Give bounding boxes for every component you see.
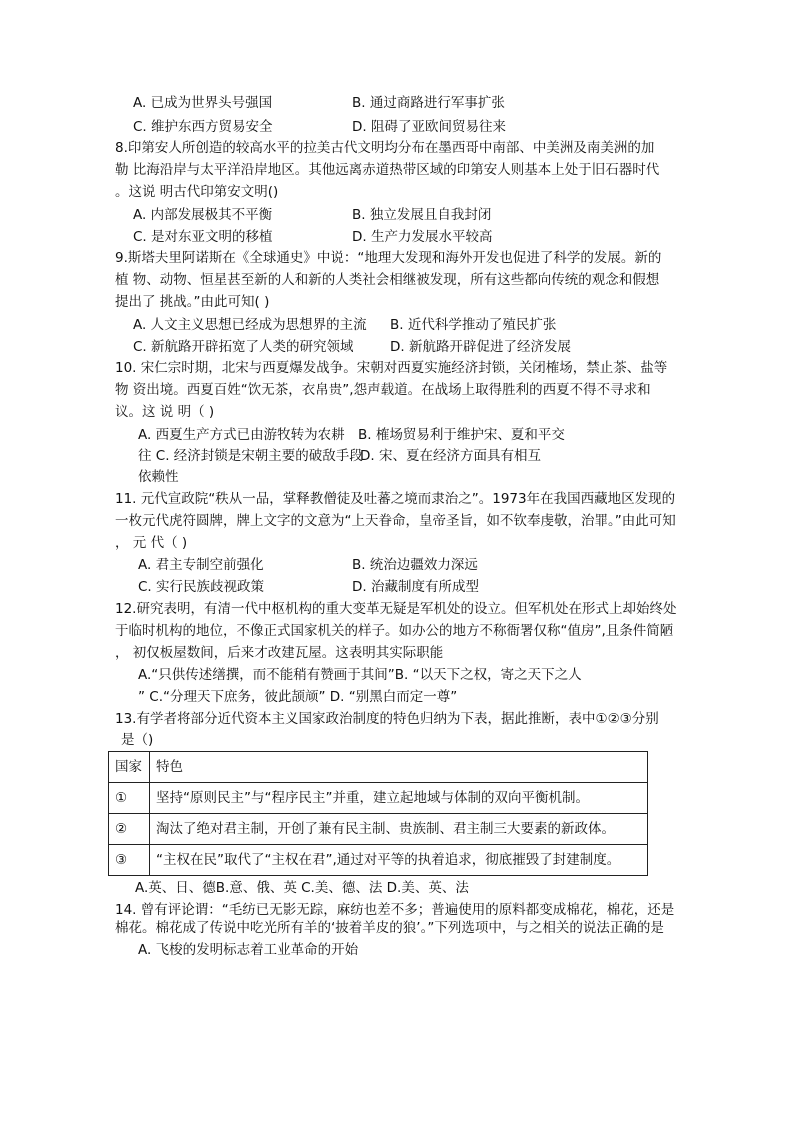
q9-option-b: B. 近代科学推动了殖民扩张 bbox=[390, 317, 557, 333]
q11-option-a: A. 君主专制空前强化 bbox=[138, 557, 264, 573]
table-row bbox=[109, 783, 648, 814]
q11-option-d: D. 治藏制度有所成型 bbox=[352, 579, 479, 595]
q11-stem-line3: ， 元 代（ ) bbox=[115, 535, 188, 551]
q8-option-a: A. 内部发展极其不平衡 bbox=[133, 207, 273, 223]
q10-option-d: D. 宋、夏在经济方面具有相互 bbox=[360, 448, 541, 464]
table-header-country: 国家 bbox=[109, 752, 150, 783]
q9-stem-line2: 植 物、动物、恒星甚至新的人和新的人类社会相继被发现，所有这些都向传统的观念和假想 bbox=[115, 272, 660, 288]
q12-stem-line3: ， 初仅板屋数间，后来才改建瓦屋。这表明其实际职能 bbox=[115, 645, 444, 661]
q12-stem-line2: 于临时机构的地位，不像正式国家机关的样子。如办公的地方不称衙署仅称“值房”,且条件简陋 bbox=[115, 623, 674, 639]
q11-stem-line1: 11. 元代宣政院“秩从一品，掌释教僧徒及吐蕃之境而隶治之”。1973年在我国西藏地区发现的 bbox=[115, 491, 676, 507]
q10-stem-line2: 物 资出境。西夏百姓“饮无茶，衣帛贵”,怨声载道。在战场上取得胜利的西夏不得不寻求和 bbox=[115, 382, 651, 398]
table-row bbox=[109, 814, 648, 845]
q10-option-a: A. 西夏生产方式已由游牧转为农耕 bbox=[138, 427, 345, 443]
q14-stem-line2: 棉花。棉花成了传说中吃光所有羊的‘披着羊皮的狼’。”下列选项中，与之相关的说法正确的是 bbox=[115, 920, 664, 936]
q10-option-d-cont: 依赖性 bbox=[138, 469, 179, 485]
q11-option-c: C. 实行民族歧视政策 bbox=[138, 579, 265, 595]
q14-option-a: A. 飞梭的发明标志着工业革命的开始 bbox=[138, 942, 359, 958]
q8-stem-line1: 8.印第安人所创造的较高水平的拉美古代文明均分布在墨西哥中南部、中美洲及南美洲的加 bbox=[115, 140, 655, 156]
q13-table bbox=[108, 751, 648, 876]
q7-option-b: B. 通过商路进行军事扩张 bbox=[352, 95, 505, 111]
table-cell-feature: “主权在民”取代了“主权在君”,通过对平等的执着追求，彻底摧毁了封建制度。 bbox=[150, 845, 648, 876]
q12-stem-line1: 12.研究表明，有清一代中枢机构的重大变革无疑是军机处的设立。但军机处在形式上却始终处 bbox=[115, 601, 677, 617]
q8-stem-line2: 勒 比海沿岸与太平洋沿岸地区。其他远离赤道热带区域的印第安人则基本上处于旧石器时代 bbox=[115, 162, 660, 178]
q10-option-c: 往 C. 经济封锁是宋朝主要的破敌手段 bbox=[138, 448, 363, 464]
q8-option-b: B. 独立发展且自我封闭 bbox=[352, 207, 492, 223]
q10-stem-line1: 10. 宋仁宗时期，北宋与西夏爆发战争。宋朝对西夏实施经济封锁，关闭榷场，禁止茶、盐等 bbox=[115, 360, 668, 376]
table-header-feature: 特色 bbox=[150, 752, 648, 783]
q7-option-a: A. 已成为世界头号强国 bbox=[133, 95, 273, 111]
q13-options: A.英、日、德B.意、俄、英 C.美、德、法 D.美、英、法 bbox=[135, 880, 469, 896]
table-cell-country: ② bbox=[109, 814, 150, 845]
q9-option-d: D. 新航路开辟促进了经济发展 bbox=[390, 339, 571, 355]
table-cell-country: ① bbox=[109, 783, 150, 814]
q9-option-a: A. 人文主义思想已经成为思想界的主流 bbox=[133, 317, 367, 333]
q13-stem-line1: 13.有学者将部分近代资本主义国家政治制度的特色归纳为下表，据此推断，表中①②③分别 bbox=[115, 711, 659, 727]
q12-options-line1: A.“只供传述缮撰，而不能稍有赞画于其间”B. “以天下之权，寄之天下之人 bbox=[138, 667, 582, 683]
q14-stem-line1: 14. 曾有评论谓：“毛纺已无影无踪，麻纺也差不多；普遍使用的原料都变成棉花，棉花，还是 bbox=[115, 902, 675, 918]
table-cell-feature: 坚持“原则民主”与“程序民主”并重，建立起地域与体制的双向平衡机制。 bbox=[150, 783, 648, 814]
q7-option-c: C. 维护东西方贸易安全 bbox=[133, 119, 273, 135]
table-row bbox=[109, 845, 648, 876]
q13-stem-line2: 是（) bbox=[121, 732, 154, 748]
table-header-row bbox=[109, 752, 648, 783]
q9-option-c: C. 新航路开辟拓宽了人类的研究领域 bbox=[133, 339, 354, 355]
q11-stem-line2: 一枚元代虎符圆牌，牌上文字的文意为“上天眷命，皇帝圣旨，如不钦奉虔敬，治罪。”由此可知 bbox=[115, 513, 676, 529]
q10-option-b: B. 榷场贸易利于维护宋、夏和平交 bbox=[358, 427, 565, 443]
q8-option-d: D. 生产力发展水平较高 bbox=[352, 229, 493, 245]
table-cell-country: ③ bbox=[109, 845, 150, 876]
table-cell-feature: 淘汰了绝对君主制，开创了兼有民主制、贵族制、君主制三大要素的新政体。 bbox=[150, 814, 648, 845]
q9-stem-line1: 9.斯塔夫里阿诺斯在《全球通史》中说：“地理大发现和海外开发也促进了科学的发展。新的 bbox=[115, 250, 662, 266]
q11-option-b: B. 统治边疆效力深远 bbox=[352, 557, 478, 573]
q8-option-c: C. 是对东亚文明的移植 bbox=[133, 229, 273, 245]
q12-options-line2: ” C.“分理天下庶务，彼此颉颃” D. “别黑白而定一尊” bbox=[138, 689, 458, 705]
q8-stem-line3: 。这说 明古代印第安文明() bbox=[115, 184, 279, 200]
q10-stem-line3: 议。这 说 明（ ) bbox=[115, 404, 215, 420]
q9-stem-line3: 提出了 挑战。”由此可知( ) bbox=[115, 294, 270, 310]
q7-option-d: D. 阻碍了亚欧间贸易往来 bbox=[352, 119, 506, 135]
